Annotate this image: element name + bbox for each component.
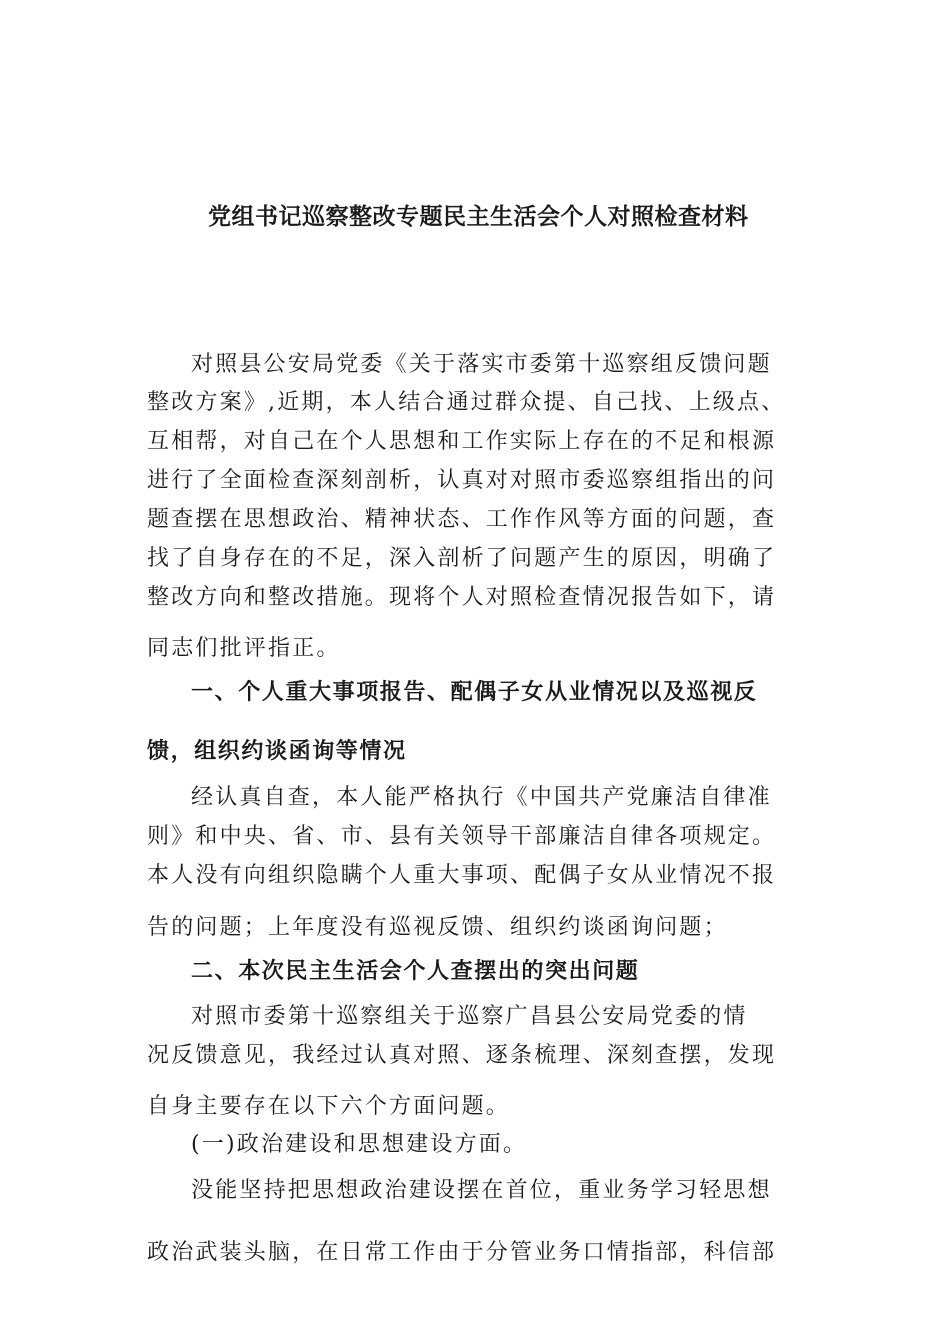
section-heading-2: 二、本次民主生活会个人查摆出的突出问题: [191, 959, 640, 984]
section-heading-1-cont: 馈，组织约谈函询等情况: [147, 739, 407, 764]
paragraph-line: 对照县公安局党委《关于落实市委第十巡察组反馈问题: [191, 352, 772, 377]
paragraph-line: 整改方向和整改措施。现将个人对照检查情况报告如下，请: [147, 585, 777, 610]
document-title: 党组书记巡察整改专题民主生活会个人对照检查材料: [208, 204, 749, 230]
paragraph-line: 没能坚持把思想政治建设摆在首位，重业务学习轻思想: [191, 1178, 772, 1203]
paragraph-line: 经认真自查，本人能严格执行《中国共产党廉洁自律准: [191, 785, 772, 810]
section-heading-1: 一、个人重大事项报告、配偶子女从业情况以及巡视反: [191, 680, 758, 705]
paragraph-line: 进行了全面检查深刻剖析，认真对对照市委巡察组指出的问: [147, 468, 777, 493]
paragraph-line: 对照市委第十巡察组关于巡察广昌县公安局党委的情: [191, 1004, 748, 1029]
subsection-heading: (一)政治建设和思想建设方面。: [191, 1132, 528, 1157]
paragraph-line: 况反馈意见，我经过认真对照、逐条梳理、深刻查摆，发现: [147, 1043, 777, 1068]
paragraph-line: 题查摆在思想政治、精神状态、工作作风等方面的问题，查: [147, 507, 777, 532]
paragraph-line: 整改方案》,近期，本人结合通过群众提、自己找、上级点、: [147, 390, 786, 415]
paragraph-line: 则》和中央、省、市、县有关领导干部廉洁自律各项规定。: [147, 824, 777, 849]
paragraph-line: 告的问题；上年度没有巡视反馈、组织约谈函询问题；: [147, 915, 728, 940]
paragraph-line: 本人没有向组织隐瞒个人重大事项、配偶子女从业情况不报: [147, 863, 777, 888]
paragraph-line: 自身主要存在以下六个方面问题。: [147, 1094, 511, 1119]
paragraph-line: 找了自身存在的不足，深入剖析了问题产生的原因，明确了: [147, 546, 777, 571]
paragraph-line: 互相帮，对自己在个人思想和工作实际上存在的不足和根源: [147, 429, 777, 454]
paragraph-line: 同志们批评指正。: [147, 636, 341, 661]
paragraph-line: 政治武装头脑，在日常工作由于分管业务口情指部，科信部: [147, 1240, 777, 1265]
